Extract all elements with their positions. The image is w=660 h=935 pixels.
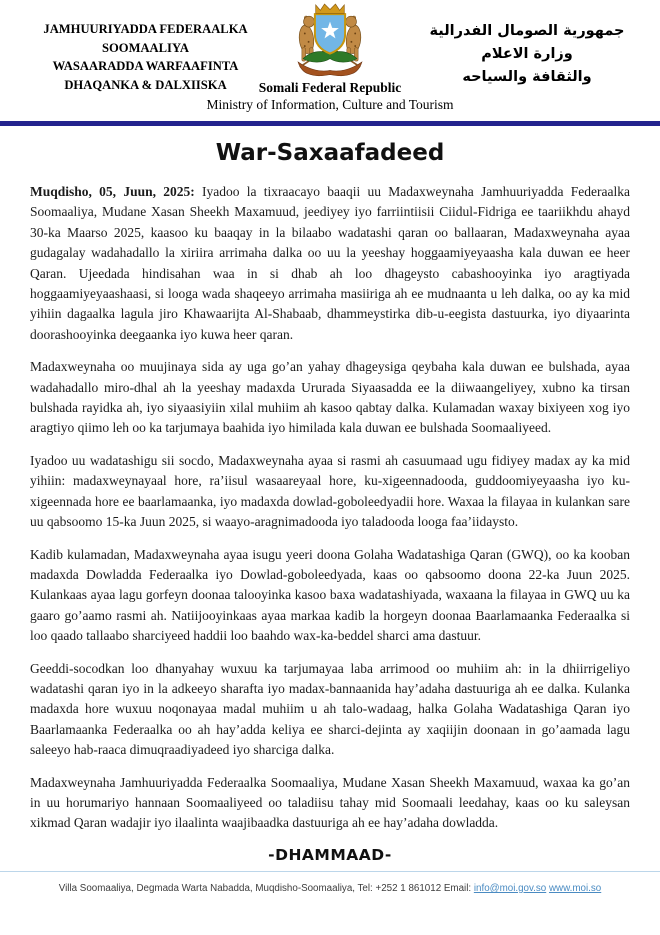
ministry-somali-line: WASAARADDA WARFAAFINTA — [52, 59, 239, 73]
letterhead — [0, 0, 660, 121]
page-title: War-Saxaafadeed — [215, 140, 445, 166]
ministry-somali-line: SOOMAALIYA — [101, 40, 189, 55]
republic-name-english: Somali Federal Republic — [258, 80, 402, 95]
body-paragraph-4: Kadib kulamadan, Madaxweynaha ayaa isugu yeeri doona Golaha Wadatashiga Qaran (GWQ), oo ka kooban madaxda Dowladda Federaalka iyo Dowlad-goboleedyada, kaas oo qabsoomo doona 22-ka Juun 2025. Kulankaas ayaa lagu gorfeyn doonaa talooyinka kasoo baxa wadatashiyada, waxaana la filayaa in GWQ uu ka gaaro go’aamo rasmi ah. Natiijooyinkaas ayaa markaa kadib la horgeyn doonaa Baarlamaanka Federaalka si loo qaado tallaabo sharciyeed haddii loo baahdo wax-ka-beddel sharci ama dastuur. — [30, 546, 630, 644]
body-paragraph-5: Geeddi-socodkan loo dhanyahay wuxuu ka tarjumayaa laba arrimood oo muhiim ah: in la dhiirrigeliyo wadatashi qaran iyo in la adkeeyo sharafta iyo madax-bannaanida hay’adaha dastuuriga ah ee dalka. Kulanka madaxda hore wuxuu noqonayaa madal muhiim u ah talo-wadaag, halka Golaha Wadatashiga Qaran iyo Baarlamaanka Federaalka oo ah hay’adda keliya ee sharci-dejinta ay xaqiijin doonaan in go’aamada lagu saleeyo hab-raaca dimuqraadiyadeed iyo sharciga dalka. — [30, 660, 630, 758]
ministry-name-english: Ministry of Information, Culture and Tourism — [206, 97, 454, 112]
body-paragraph-6: Madaxweynaha Jamhuuriyadda Federaalka Soomaaliya, Mudane Xasan Sheekh Maxamuud, waxaa ka go’an in uu horumariyo hannaan Soomaaliyeed oo taladiisu tahay mid Soomaali leedahay, kaas oo ku saleysan xikmad Qaran wadajir iyo ilaalinta waajibaadka dastuuriga ah ee hay’adaha dowladda. — [30, 774, 630, 831]
website-link[interactable]: www.moi.so — [548, 883, 602, 894]
body-paragraph-2: Madaxweynaha oo muujinaya sida ay uga go’an yahay dhageysiga qeybaha kala duwan ee bulshada, ayaa wadahadallo miro-dhal ah la yeeshay madaxda Ururada Siyaasadda ee la diiwaangeliyey, xubno ka tirsan bulshada rayidka ah, iyo siyaasiyiin xilal muhiim ah kasoo qabtay dalka. Kulamadan waxay bixiyeen xog iyo aragtiyo qiimo leh oo ka tarjumaya baahida iyo himilada kala duwan ee bulshada Soomaaliyeed. — [30, 359, 630, 436]
dateline: Muqdisho, 05, Juun, 2025: — [30, 184, 195, 199]
ministry-arabic-line: جمهورية الصومال الفدرالية — [429, 23, 625, 39]
ribbon — [298, 62, 362, 76]
body-paragraph-3: Iyadoo uu wadatashigu sii socdo, Madaxweynaha ayaa si rasmi ah casuumaad ugu fidiyey madax ay ka mid yihiin: madaxweynayaal hore, ra’iisul wasaareyaal hore, ku-xigeennadooda, guddoomiyeyaasha iyo ku-xigeennada hore ee baarlamaanka, iyo madaxda dowlad-goboleedyadii hore. Waxaa la filayaa in kulankan sare uu qabsoomo 15-ka Juun 2025, si waayo-aragnimadooda iyo taladooda looga faa’iidaysto. — [30, 452, 630, 530]
ministry-name-arabic — [412, 20, 642, 89]
ministry-somali-line: DHAQANKA & DALXIISKA — [64, 77, 227, 92]
ministry-arabic-line: وزارة الاعلام — [481, 46, 573, 62]
email-link[interactable]: info@moi.gov.so — [473, 883, 547, 894]
body-paragraph-1 — [30, 182, 630, 345]
ministry-somali-line: JAMHUURIYADDA FEDERAALKA — [43, 22, 248, 36]
ministry-arabic-line: والثقافة والسياحه — [462, 69, 592, 85]
header-divider-rule — [0, 121, 660, 126]
somali-coat-of-arms-icon — [288, 3, 372, 79]
footer-address-text: Villa Soomaaliya, Degmada Warta Nabadda, Muqdisho-Soomaaliya, Tel: +252 1 861012 Email: — [58, 883, 472, 894]
footer — [0, 871, 660, 935]
crown — [316, 4, 345, 13]
end-of-release-mark: -DHAMMAAD- — [268, 845, 392, 864]
release-body — [30, 182, 630, 864]
paragraph-text: Iyadoo la tixraacayo baaqii uu Madaxweynaha Jamhuuriyadda Federaalka Soomaaliya, Mudane Xasan Sheekh Maxamuud, jeediyey iyo farriintiisii Ciidul-Fidriga ee taariikhdu ahayd 30-ka Maarso 2025, kaasoo ku baaqay in la bilaabo wadatashi qaran oo ballaaran, Madaxweynaha ayaa gudagalay wadahadallo la xiriira arrimaha dalka oo uu la yeeshay hoggaamiyeyaasha kala duwan ee heer Qaran. Ujeedada hindisahan waa in si dhab ah loo dhageysto cabashooyinka iyo aragtiyada hoggaamiyeyaashaasi, si looga wada shaqeeyo arrimaha masiiriga ah ee mudnaanta u leh dalka, oo ay ka mid yihiin dagaalka lagula jiro Khawaarijta Al-Shabaab, dhammeystirka dib-u-eegista dastuurka, iyo diyaarinta doorashooyinka deegaanka iyo kuwa heer qaran. — [30, 184, 630, 342]
